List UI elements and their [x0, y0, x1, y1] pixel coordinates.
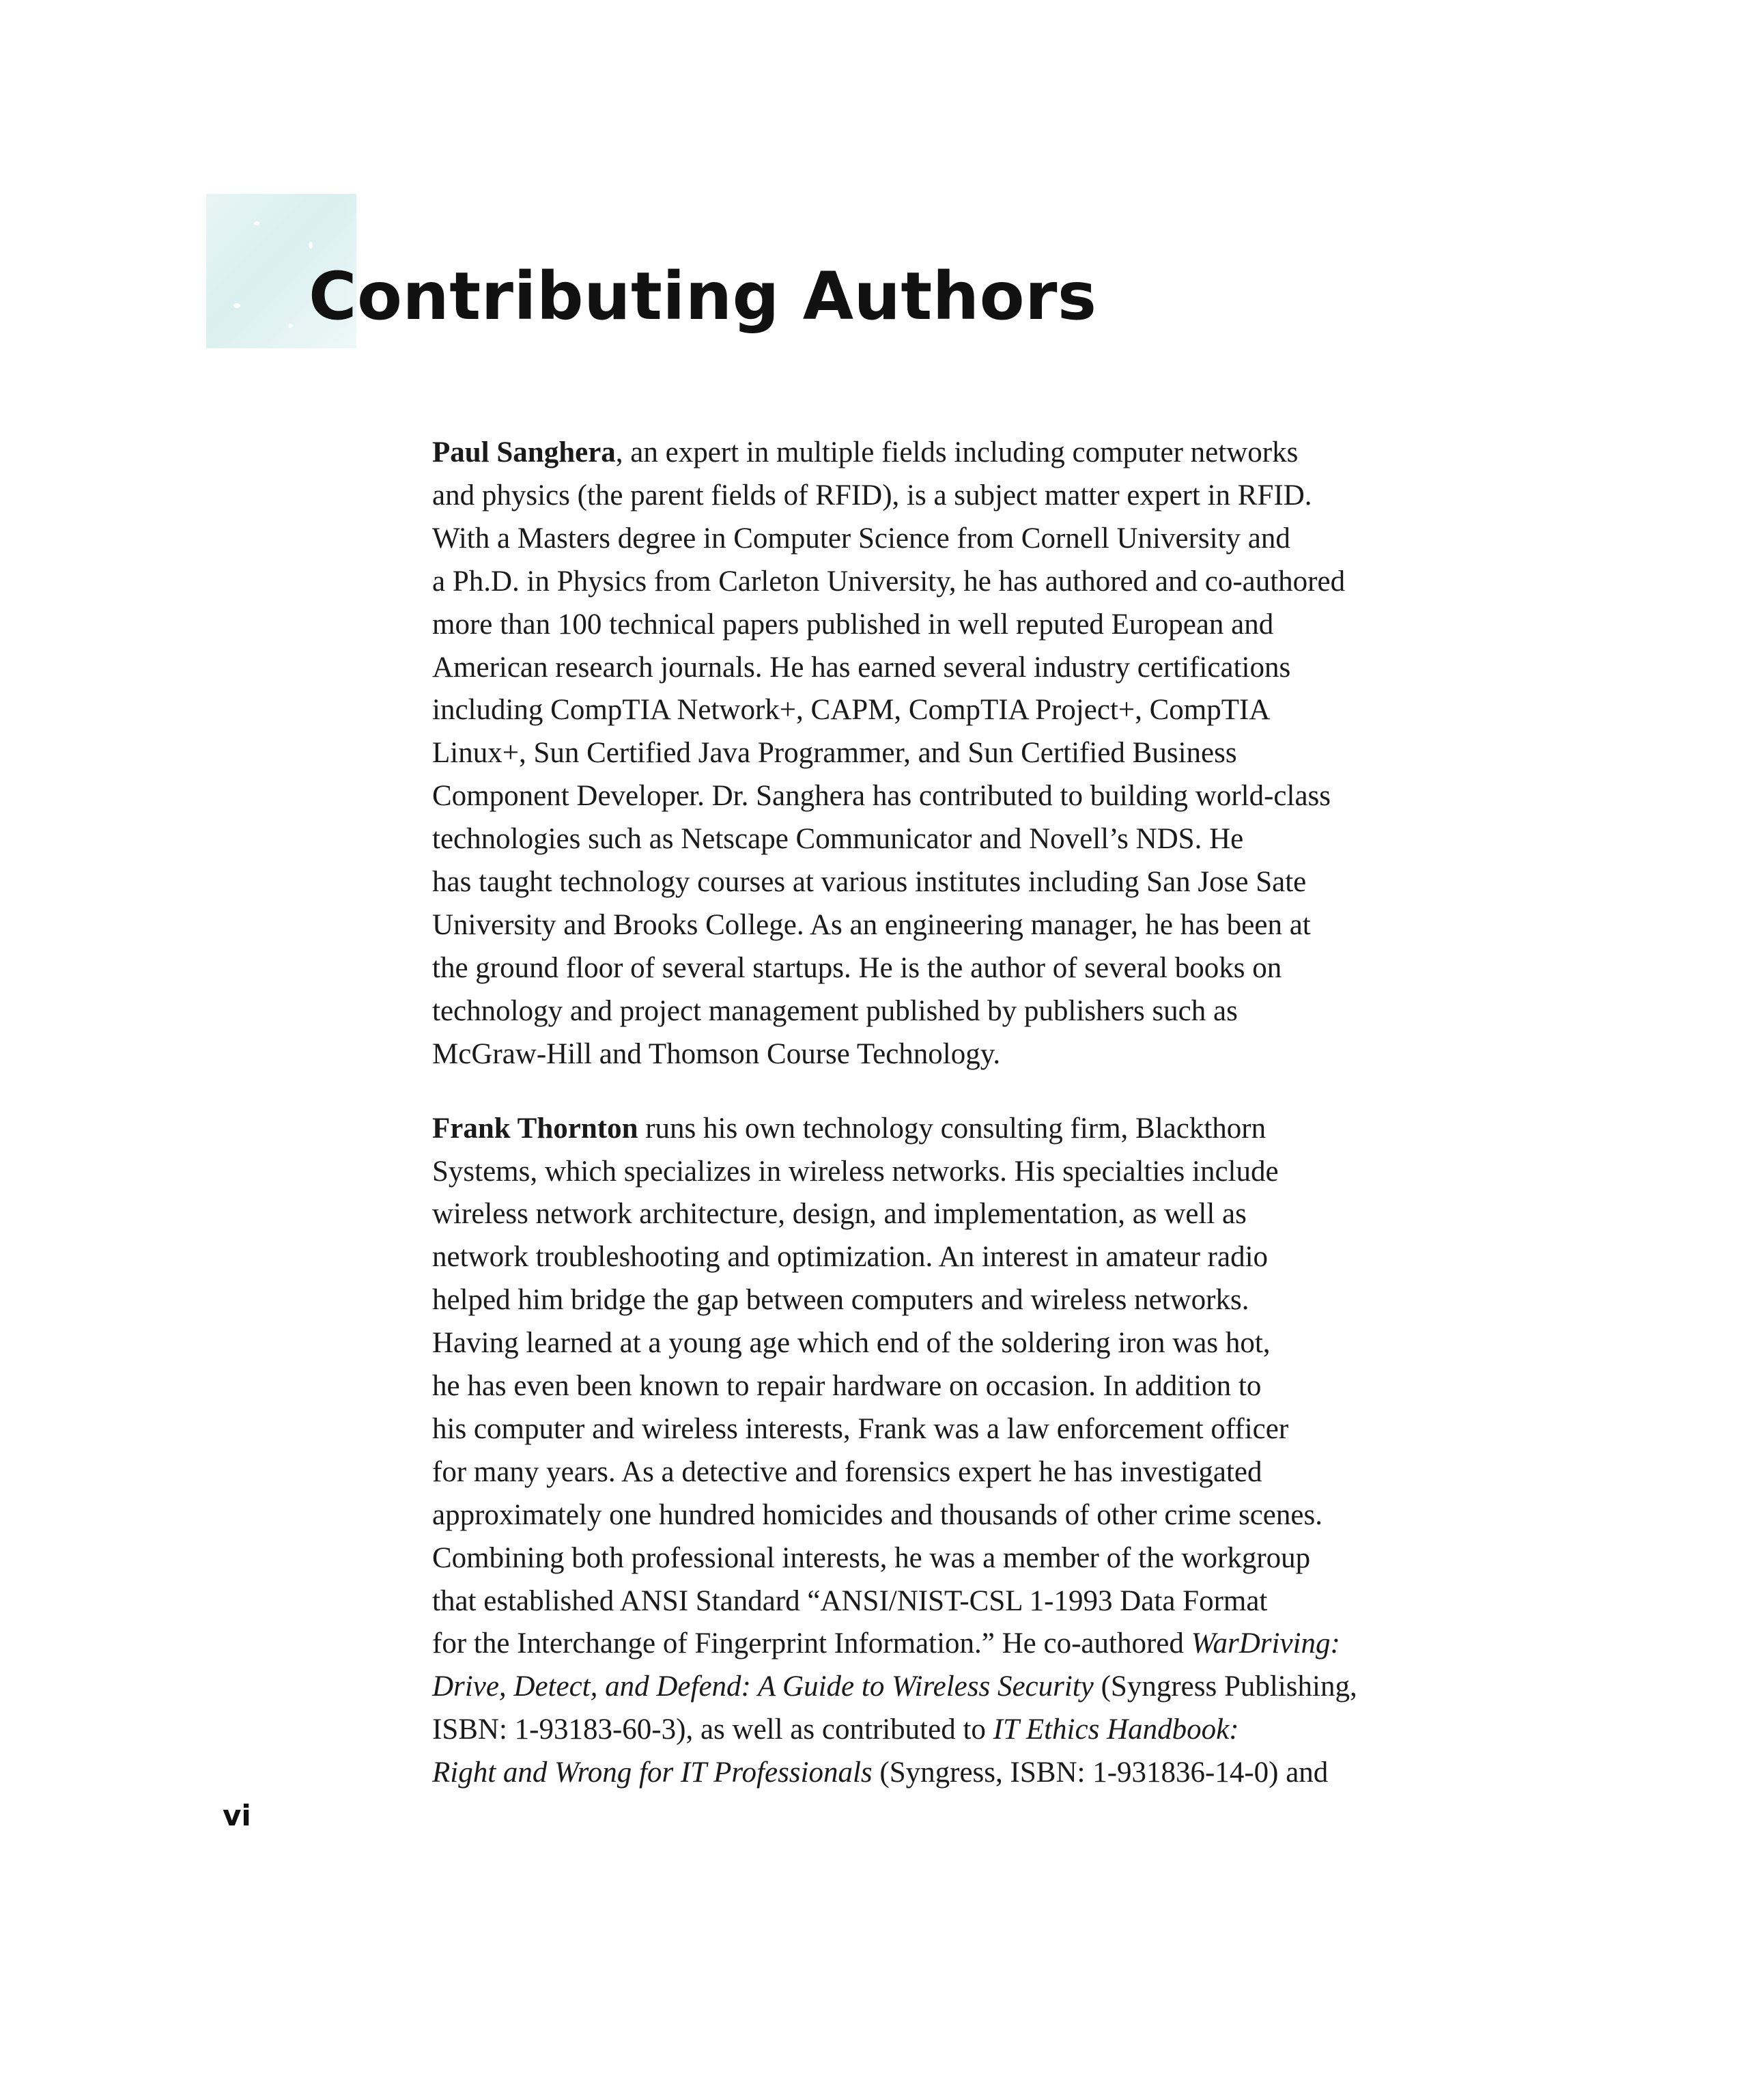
paragraph-line-text: ISBN: 1-93183-60-3), as well as contributed to: [432, 1713, 993, 1746]
paragraph-line: [432, 1108, 1451, 1151]
book-title: WarDriving:: [1191, 1627, 1340, 1660]
paragraph-line: [432, 1666, 1451, 1709]
author-paragraph: [432, 1108, 1451, 1795]
paragraph-line-text: (Syngress Publishing,: [1093, 1670, 1357, 1703]
paragraph-line: [432, 1752, 1451, 1795]
author-name: Paul Sanghera: [432, 436, 616, 468]
paragraph-line: more than 100 technical papers published in well reputed European and: [432, 608, 1274, 641]
paragraph-line: Component Developer. Dr. Sanghera has contributed to building world-class: [432, 780, 1331, 813]
paragraph-line: McGraw-Hill and Thomson Course Technology.: [432, 1037, 1001, 1070]
paragraph-line: [432, 1623, 1451, 1666]
book-title: Drive, Detect, and Defend: A Guide to Wireless Security: [432, 1670, 1094, 1703]
page-title: Contributing Authors: [309, 258, 1097, 335]
paragraph-line: With a Masters degree in Computer Science from Cornell University and: [432, 522, 1290, 555]
paragraph-line: Having learned at a young age which end of the soldering iron was hot,: [432, 1327, 1271, 1360]
contributors-text: [432, 432, 1451, 1795]
paragraph-line: a Ph.D. in Physics from Carleton University, he has authored and co-authored: [432, 565, 1346, 598]
paragraph-line: University and Brooks College. As an engineering manager, he has been at: [432, 908, 1311, 941]
paragraph-spacer: [432, 1076, 1451, 1108]
paragraph-line: wireless network architecture, design, and implementation, as well as: [432, 1198, 1247, 1231]
paragraph-line: that established ANSI Standard “ANSI/NIST-CSL 1-1993 Data Format: [432, 1584, 1268, 1617]
book-title: Right and Wrong for IT Professionals: [432, 1756, 873, 1789]
paragraph-line: including CompTIA Network+, CAPM, CompTIA Project+, CompTIA: [432, 694, 1271, 727]
paragraph-line: he has even been known to repair hardware on occasion. In addition to: [432, 1370, 1262, 1403]
paragraph-line: technologies such as Netscape Communicator and Novell’s NDS. He: [432, 823, 1244, 856]
paragraph-line: network troubleshooting and optimization. An interest in amateur radio: [432, 1241, 1269, 1274]
paragraph-line: [432, 1709, 1451, 1752]
paragraph-line: helped him bridge the gap between computers and wireless networks.: [432, 1284, 1249, 1317]
paragraph-line: Combining both professional interests, he was a member of the workgroup: [432, 1541, 1311, 1574]
paragraph-line: has taught technology courses at various institutes including San Jose Sate: [432, 866, 1307, 899]
paragraph-line-text: (Syngress, ISBN: 1-931836-14-0) and: [872, 1756, 1329, 1789]
paragraph-line: his computer and wireless interests, Frank was a law enforcement officer: [432, 1412, 1289, 1445]
author-paragraph: [432, 432, 1451, 1076]
paragraph-line: and physics (the parent fields of RFID), is a subject matter expert in RFID.: [432, 479, 1312, 512]
paragraph-line-text: for the Interchange of Fingerprint Information.” He co-authored: [432, 1627, 1191, 1660]
paragraph-line: Linux+, Sun Certified Java Programmer, and Sun Certified Business: [432, 737, 1237, 770]
book-title: IT Ethics Handbook:: [993, 1713, 1239, 1746]
paragraph-line: American research journals. He has earned several industry certifications: [432, 651, 1291, 684]
paragraph-line: [432, 432, 1451, 475]
paragraph-line: for many years. As a detective and forensics expert he has investigated: [432, 1455, 1262, 1488]
paragraph-line: Systems, which specializes in wireless networks. His specialties include: [432, 1155, 1279, 1188]
paragraph-line: technology and project management published by publishers such as: [432, 994, 1238, 1027]
paragraph-line-text: runs his own technology consulting firm, Blackthorn: [638, 1112, 1266, 1145]
paragraph-line: approximately one hundred homicides and thousands of other crime scenes.: [432, 1498, 1322, 1531]
paragraph-line: the ground floor of several startups. He is the author of several books on: [432, 951, 1282, 984]
author-name: Frank Thornton: [432, 1112, 638, 1145]
page-number: vi: [223, 1799, 251, 1832]
paragraph-line-text: , an expert in multiple fields including computer networks: [615, 436, 1299, 468]
